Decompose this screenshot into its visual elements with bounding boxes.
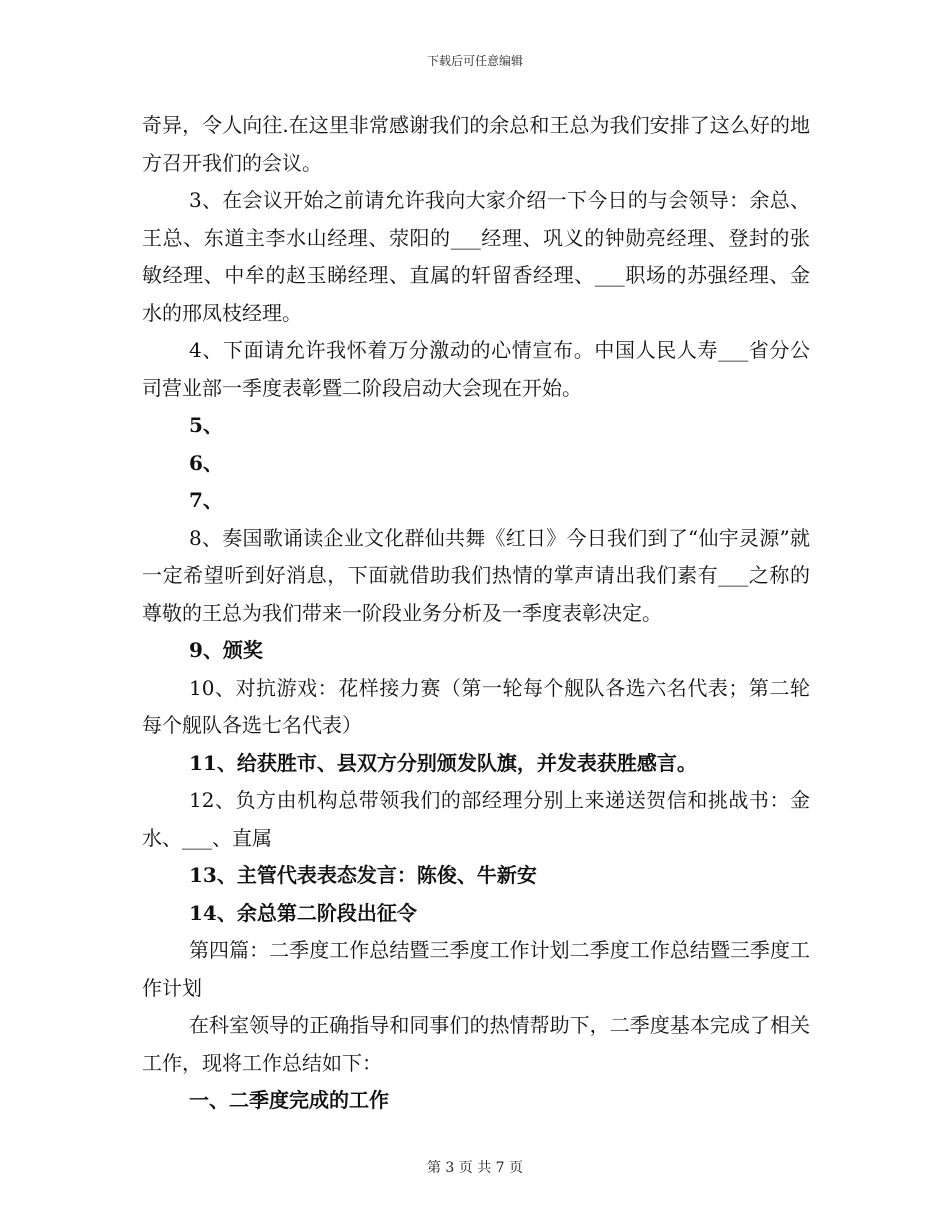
paragraph-item-5: 5、 (189, 413, 223, 437)
document-body (142, 107, 810, 1120)
heading-q2-completed-work: 一、二季度完成的工作 (189, 1088, 389, 1112)
paragraph-item-3: 3、在会议开始之前请允许我向大家介绍一下今日的与会领导：余总、王总、东道主李水山经理、荥阳的___经理、巩义的钟勋亮经理、登封的张敏经理、中牟的赵玉睇经理、直属的轩留香经理、___职场的苏强经理、金水的邢凤枝经理。 (142, 188, 810, 325)
page-header-note: 下载后可任意编辑 (426, 54, 523, 68)
section-title-part-four: 第四篇：二季度工作总结暨三季度工作计划二季度工作总结暨三季度工作计划 (142, 938, 810, 1000)
paragraph-item-11: 11、给获胜市、县双方分别颁发队旗，并发表获胜感言。 (189, 750, 697, 775)
paragraph-item-6: 6、 (189, 450, 223, 475)
paragraph-intro-continuation: 奇异，令人向往.在这里非常感谢我们的余总和王总为我们安排了这么好的地方召开我们的会议。 (142, 113, 810, 175)
paragraph-item-4: 4、下面请允许我怀着万分激动的心情宣布。中国人民人寿___省分公司营业部一季度表彰暨二阶段启动大会现在开始。 (142, 338, 810, 400)
paragraph-item-13: 13、主管代表表态发言：陈俊、牛新安 (189, 863, 537, 887)
paragraph-summary-intro: 在科室领导的正确指导和同事们的热情帮助下，二季度基本完成了相关工作，现将工作总结如下： (142, 1013, 810, 1075)
paragraph-item-8: 8、奏国歌诵读企业文化群仙共舞《红日》今日我们到了“仙宇灵源”就一定希望听到好消息，下面就借助我们热情的掌声请出我们素有___之称的尊敬的王总为我们带来一阶段业务分析及一季度表彰决定。 (142, 525, 810, 625)
paragraph-item-7: 7、 (189, 488, 223, 512)
paragraph-item-10: 10、对抗游戏：花样接力赛（第一轮每个舰队各选六名代表；第二轮每个舰队各选七名代表） (142, 675, 810, 737)
paragraph-item-14: 14、余总第二阶段出征令 (189, 900, 417, 925)
paragraph-item-9: 9、颁奖 (189, 638, 263, 662)
paragraph-item-12: 12、负方由机构总带领我们的部经理分别上来递送贺信和挑战书：金水、___、直属 (142, 788, 810, 850)
page-number: 第 3 页 共 7 页 (426, 1160, 524, 1176)
